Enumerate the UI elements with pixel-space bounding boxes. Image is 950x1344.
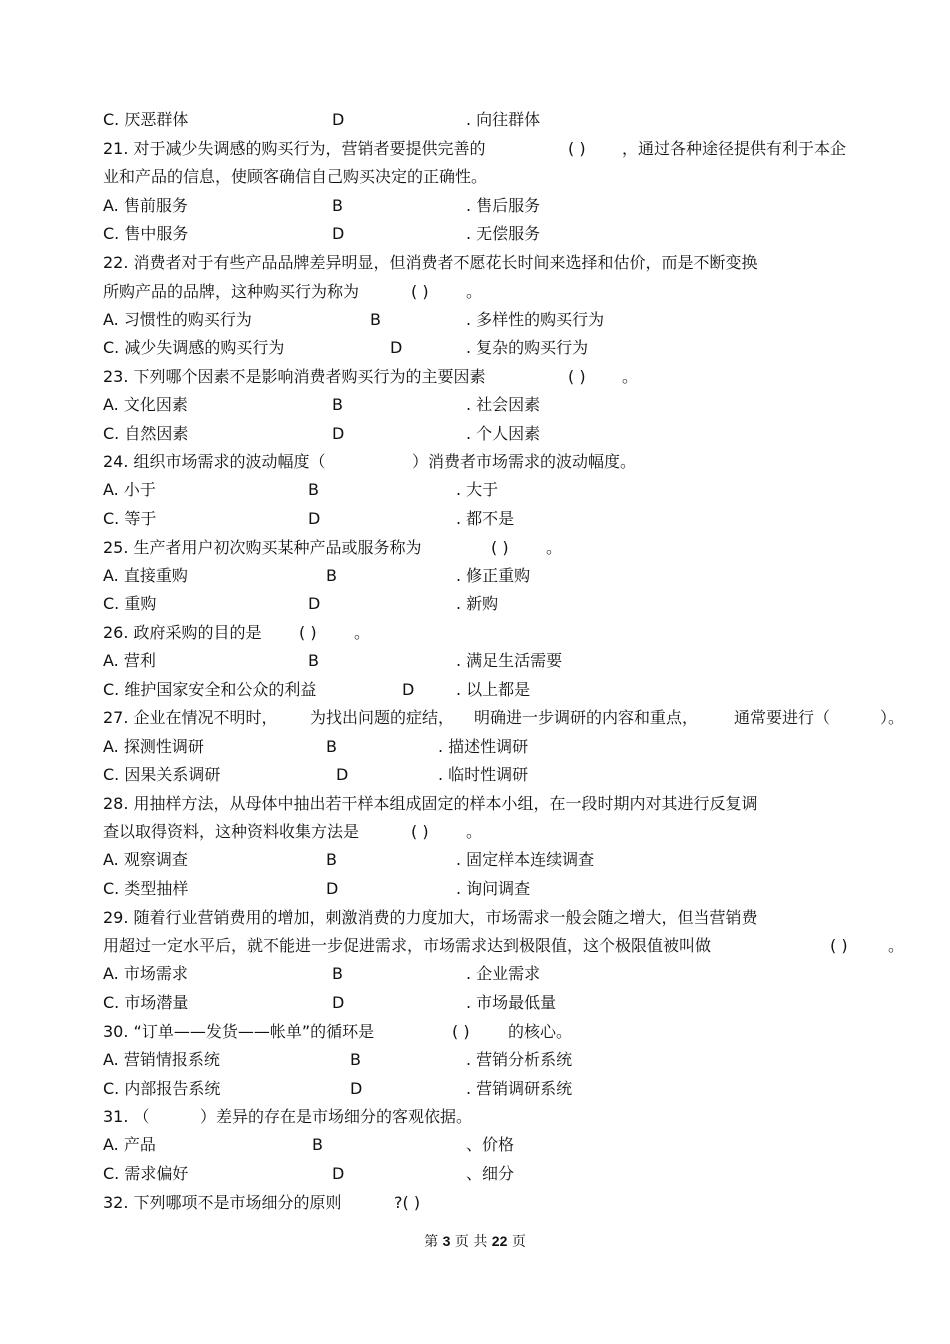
text-segment: 业和产品的信息，使顾客确信自己购买决定的正确性。 [103,167,488,186]
text-segment: A. 习惯性的购买行为 [103,310,252,329]
text-line [0,934,950,958]
text-segment: C. 自然因素 [103,424,189,443]
text-segment: C. 内部报告系统 [103,1079,221,1098]
text-line [0,906,950,930]
text-segment: 31. （ [103,1107,150,1126]
text-segment: D [326,879,339,898]
text-segment: B [308,651,319,670]
text-segment: ( ) [411,282,429,301]
text-segment: D [402,680,415,699]
text-segment: 为找出问题的症结， [310,708,455,727]
text-segment: 所购产品的品牌，这种购买行为称为 [103,282,360,301]
text-line [0,1105,950,1129]
text-segment: B [350,1050,361,1069]
text-segment: C. 重购 [103,594,157,613]
text-line [0,365,950,389]
text-line [0,1020,950,1044]
text-segment: 明确进一步调研的内容和重点， [474,708,699,727]
total-page-number: 22 [491,1233,508,1249]
text-segment: B [332,964,343,983]
text-line [0,678,950,702]
text-segment: A. 探测性调研 [103,737,204,756]
text-line [0,962,950,986]
text-segment: ( ) [491,538,509,557]
text-segment: D [336,765,349,784]
text-segment: C. 等于 [103,509,157,528]
text-segment: C. 售中服务 [103,224,189,243]
text-line [0,820,950,844]
text-segment: B [332,395,343,414]
text-segment: 用超过一定水平后，就不能进一步促进需求，市场需求达到极限值，这个极限值被叫做 [103,936,712,955]
text-segment: . 满足生活需要 [456,651,563,670]
text-segment: D [350,1079,363,1098]
text-segment: . 多样性的购买行为 [466,310,605,329]
text-segment: D [332,1164,345,1183]
text-line [0,848,950,872]
text-segment: . 无偿服务 [466,224,541,243]
text-segment: 29. 随着行业营销费用的增加，刺激消费的力度加大，市场需求一般会随之增大，但当营销费 [103,908,758,927]
text-segment: . 个人因素 [466,424,541,443]
text-segment: A. 营利 [103,651,156,670]
text-segment: B [326,737,337,756]
text-line [0,621,950,645]
text-segment: D [308,594,321,613]
text-segment: . 大于 [456,480,499,499]
text-segment: . 营销分析系统 [466,1050,573,1069]
text-line [0,649,950,673]
text-segment: . 修正重购 [456,566,531,585]
footer-suffix: 页 [511,1234,526,1250]
text-line [0,422,950,446]
text-segment: B [370,310,381,329]
text-segment: 。 [354,623,371,642]
text-segment: . 固定样本连续调查 [456,850,595,869]
text-line [0,194,950,218]
text-segment: 32. 下列哪项不是市场细分的原则 [103,1193,342,1212]
text-segment: D [332,424,345,443]
text-segment: A. 产品 [103,1135,156,1154]
text-segment: ( ) [830,936,848,955]
text-line [0,1077,950,1101]
text-line [0,393,950,417]
text-segment: C. 类型抽样 [103,879,189,898]
text-segment: 23. 下列哪个因素不是影响消费者购买行为的主要因素 [103,367,486,386]
text-segment: . 描述性调研 [438,737,529,756]
text-segment: 21. 对于减少失调感的购买行为，营销者要提供完善的 [103,139,486,158]
text-segment: ，通过各种途径提供有利于本企 [622,139,847,158]
text-segment: B [332,196,343,215]
text-segment: C. 减少失调感的购买行为 [103,338,285,357]
text-segment: 26. 政府采购的目的是 [103,623,262,642]
text-segment: 、价格 [466,1135,515,1154]
current-page-number: 3 [442,1233,451,1249]
text-segment: 。 [466,282,483,301]
text-segment: . 复杂的购买行为 [466,338,589,357]
text-line [0,108,950,132]
text-line [0,1191,950,1215]
text-segment: 24. 组织市场需求的波动幅度（ [103,452,326,471]
text-segment: C. 需求偏好 [103,1164,189,1183]
text-line [0,165,950,189]
text-line [0,706,950,730]
text-line [0,137,950,161]
text-segment: C. 市场潜量 [103,993,189,1012]
text-segment: . 新购 [456,594,499,613]
text-segment: A. 直接重购 [103,566,188,585]
text-segment: ( ) [299,623,317,642]
text-segment: . 都不是 [456,509,515,528]
text-segment: . 临时性调研 [438,765,529,784]
text-line [0,280,950,304]
text-line [0,478,950,502]
text-line [0,991,950,1015]
footer-middle: 页 共 [454,1234,488,1250]
text-segment: D [308,509,321,528]
text-segment: B [326,850,337,869]
text-segment: A. 文化因素 [103,395,188,414]
text-line [0,507,950,531]
text-segment: 。 [546,538,563,557]
text-segment: . 营销调研系统 [466,1079,573,1098]
text-segment: . 以上都是 [456,680,531,699]
text-segment: 。 [622,367,639,386]
text-segment: . 向往群体 [466,110,541,129]
text-segment: B [312,1135,323,1154]
text-segment: ）。 [880,708,905,727]
text-segment: B [326,566,337,585]
text-line [0,536,950,560]
text-segment: 。 [466,822,483,841]
footer-prefix: 第 [424,1234,439,1250]
text-line [0,222,950,246]
page-footer [0,1231,950,1251]
text-segment: D [332,993,345,1012]
text-segment: . 询问调查 [456,879,531,898]
text-segment: . 社会因素 [466,395,541,414]
text-line [0,763,950,787]
text-segment: B [308,480,319,499]
text-segment: ）差异的存在是市场细分的客观依据。 [200,1107,473,1126]
text-segment: A. 市场需求 [103,964,188,983]
text-segment: D [332,224,345,243]
text-line [0,735,950,759]
text-segment: D [332,110,345,129]
text-segment: ( ) [411,822,429,841]
text-segment: . 市场最低量 [466,993,557,1012]
text-segment: A. 小于 [103,480,156,499]
text-segment: 28. 用抽样方法，从母体中抽出若干样本组成固定的样本小组，在一段时期内对其进行反复调 [103,794,758,813]
text-segment: C. 厌恶群体 [103,110,189,129]
text-segment: ?( ) [394,1193,421,1212]
text-segment: ( ) [568,139,586,158]
text-segment: 30. “订单——发货——帐单”的循环是 [103,1022,375,1041]
text-segment: ( ) [568,367,586,386]
text-segment: 。 [888,936,905,955]
text-segment: 的核心。 [508,1022,573,1041]
text-line [0,792,950,816]
text-segment: D [390,338,403,357]
text-line [0,877,950,901]
text-line [0,450,950,474]
text-segment: 、细分 [466,1164,515,1183]
text-segment: . 售后服务 [466,196,541,215]
text-segment: ( ) [452,1022,470,1041]
text-line [0,336,950,360]
text-segment: C. 因果关系调研 [103,765,221,784]
text-segment: C. 维护国家安全和公众的利益 [103,680,317,699]
text-segment: 25. 生产者用户初次购买某种产品或服务称为 [103,538,422,557]
text-segment: ）消费者市场需求的波动幅度。 [412,452,637,471]
text-line [0,564,950,588]
text-segment: 22. 消费者对于有些产品品牌差异明显，但消费者不愿花长时间来选择和估价，而是不断变换 [103,253,758,272]
text-line [0,251,950,275]
text-segment: A. 售前服务 [103,196,188,215]
text-segment: A. 营销情报系统 [103,1050,220,1069]
text-segment: 27. 企业在情况不明时， [103,708,278,727]
text-line [0,1048,950,1072]
text-segment: 查以取得资料，这种资料收集方法是 [103,822,360,841]
text-line [0,1133,950,1157]
text-segment: A. 观察调查 [103,850,188,869]
text-line [0,592,950,616]
text-segment: . 企业需求 [466,964,541,983]
text-line [0,1162,950,1186]
text-line [0,308,950,332]
text-segment: 通常要进行（ [734,708,831,727]
